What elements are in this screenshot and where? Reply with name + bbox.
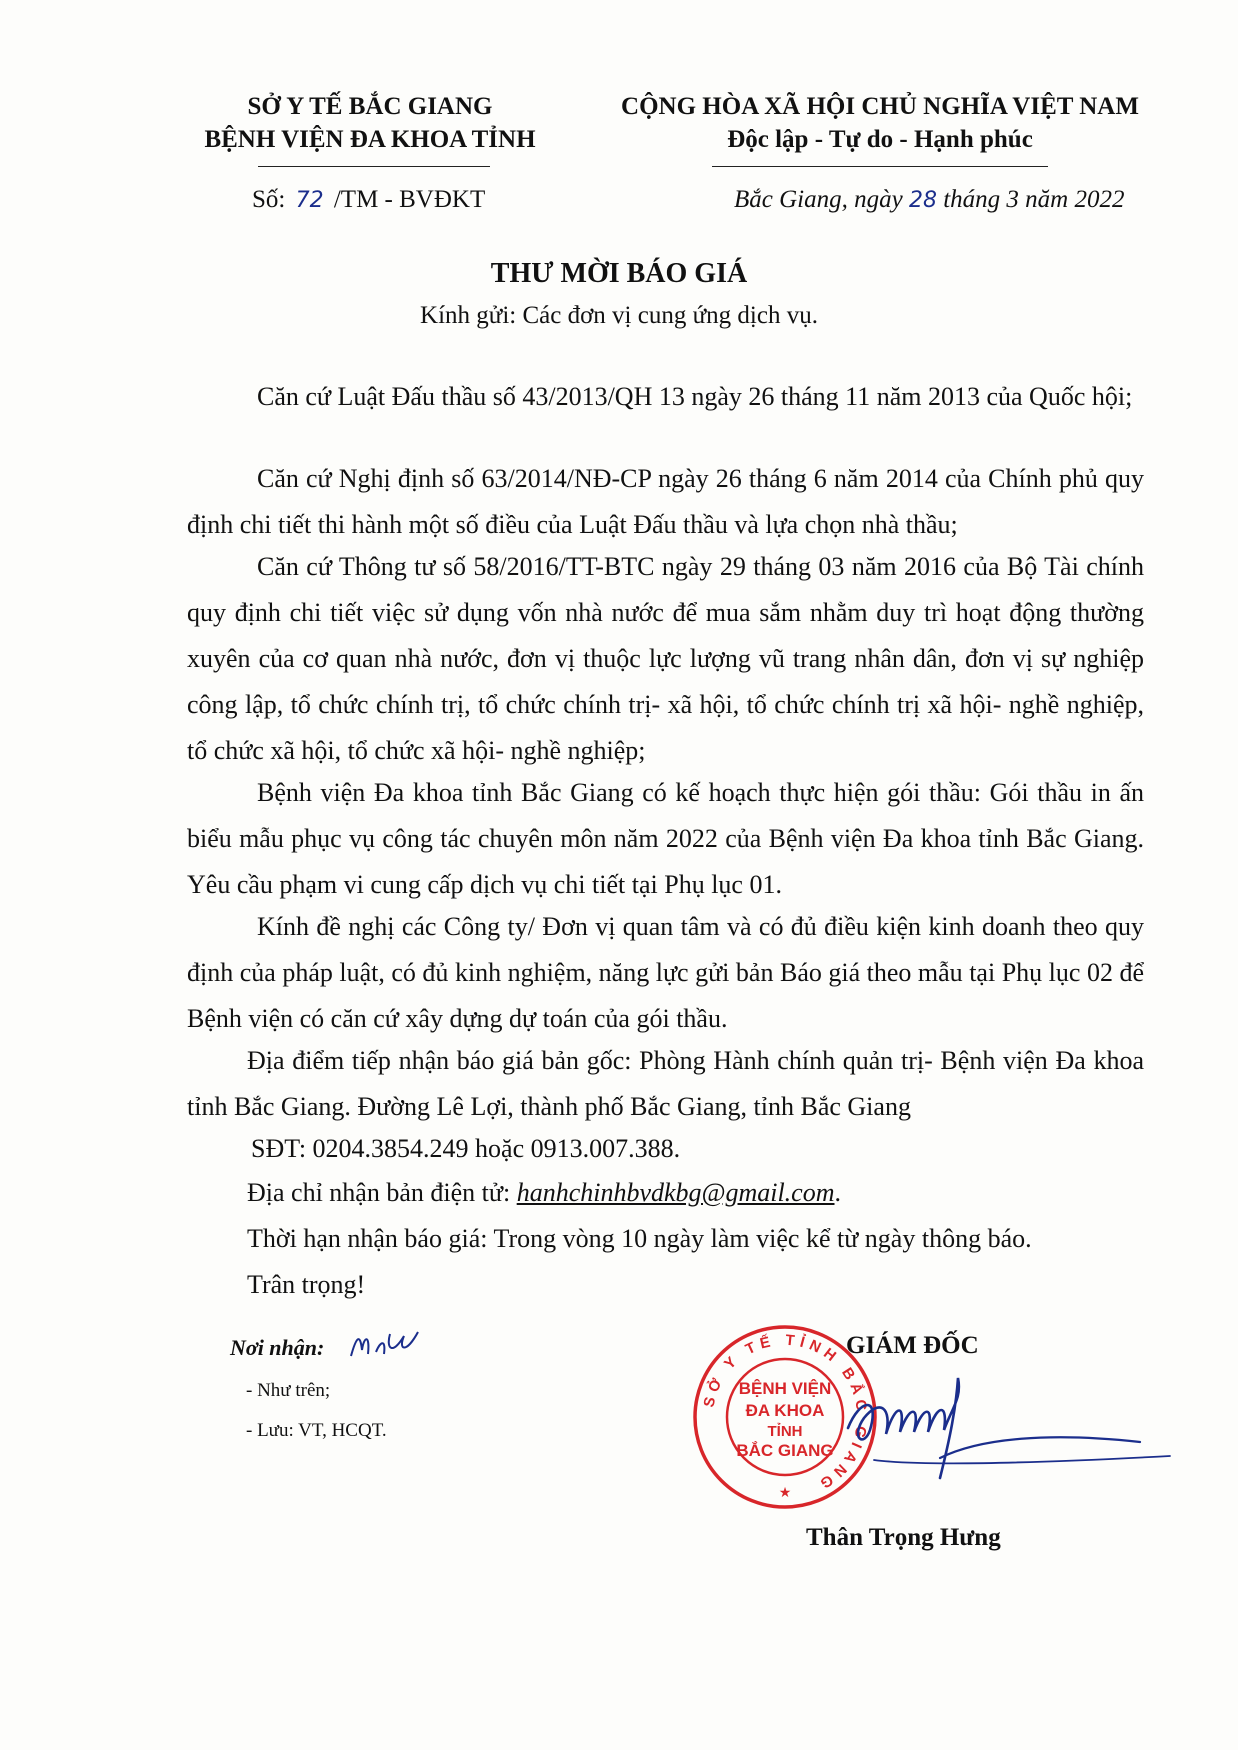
paragraph-plan: Bệnh viện Đa khoa tỉnh Bắc Giang có kế hoạch thực hiện gói thầu: Gói thầu in ấn biểu mẫu phục vụ công tác chuyên môn năm 2022 của Bệnh viện Đa khoa tỉnh Bắc Giang. Yêu cầu phạm vi cung cấp dịch vụ chi tiết tại Phụ lục 01. xyxy=(187,778,1144,899)
header-right-rule xyxy=(712,166,1048,167)
director-title: GIÁM ĐỐC xyxy=(846,1332,979,1359)
stamp-line: ĐA KHOA xyxy=(745,1401,825,1420)
agency-name: SỞ Y TẾ BẮC GIANG xyxy=(247,93,493,120)
recipient-item: - Như trên; xyxy=(246,1380,331,1401)
document-number xyxy=(252,186,485,214)
stamp-line: BỆNH VIỆN xyxy=(738,1379,832,1398)
initials-signature xyxy=(346,1328,426,1362)
email-line xyxy=(247,1170,841,1216)
recipient-item: - Lưu: VT, HCQT. xyxy=(246,1420,387,1441)
deadline-line: Thời hạn nhận báo giá: Trong vòng 10 ngày làm việc kể từ ngày thông báo. xyxy=(247,1224,1032,1253)
paragraph-circular: Căn cứ Thông tư số 58/2016/TT-BTC ngày 29 tháng 03 năm 2016 của Bộ Tài chính quy định chi tiết việc sử dụng vốn nhà nước để mua sắm nhằm duy trì hoạt động thường xuyên của cơ quan nhà nước, đơn vị thuộc lực lượng vũ trang nhân dân, đơn vị sự nghiệp công lập, tổ chức chính trị, tổ chức chính trị- xã hội, tổ chức chính trị xã hội- nghề nghiệp, tổ chức xã hội, tổ chức xã hội- nghề nghiệp; xyxy=(187,552,1144,765)
stamp-ring-text: SỞ Y TẾ TỈNH BẮC GIANG xyxy=(700,1331,871,1495)
director-signature xyxy=(840,1368,1180,1498)
number-prefix: Số: xyxy=(252,186,286,213)
phone-line: SĐT: 0204.3854.249 hoặc 0913.007.388. xyxy=(251,1134,681,1163)
motto: Độc lập - Tự do - Hạnh phúc xyxy=(727,126,1033,153)
paragraph-request: Kính đề nghị các Công ty/ Đơn vị quan tâm và có đủ điều kiện kinh doanh theo quy định của pháp luật, có đủ kinh nghiệm, năng lực gửi bản Báo giá theo mẫu tại Phụ lục 02 để Bệnh viện có căn cứ xây dựng dự toán của gói thầu. xyxy=(187,912,1144,1033)
hospital-name: BỆNH VIỆN ĐA KHOA TỈNH xyxy=(204,126,536,153)
director-name: Thân Trọng Hưng xyxy=(806,1524,1001,1551)
number-suffix: /TM - BVĐKT xyxy=(333,186,486,213)
email-period: . xyxy=(834,1178,841,1207)
stamp-star-icon: ★ xyxy=(778,1485,792,1501)
document-date xyxy=(734,186,1124,214)
country-name: CỘNG HÒA XÃ HỘI CHỦ NGHĨA VIỆT NAM xyxy=(621,93,1139,120)
date-day-handwritten: 28 xyxy=(908,188,937,213)
paragraph-address: Địa điểm tiếp nhận báo giá bản gốc: Phòng Hành chính quản trị- Bệnh viện Đa khoa tỉnh Bắc Giang. Đường Lê Lợi, thành phố Bắc Giang, tỉnh Bắc Giang xyxy=(187,1046,1144,1121)
number-handwritten: 72 xyxy=(295,188,324,213)
date-prefix: Bắc Giang, ngày xyxy=(734,186,903,213)
page-title: THƯ MỜI BÁO GIÁ xyxy=(490,258,748,289)
closing-line: Trân trọng! xyxy=(247,1270,366,1299)
paragraph-decree: Căn cứ Nghị định số 63/2014/NĐ-CP ngày 26 tháng 6 năm 2014 của Chính phủ quy định chi tiết thi hành một số điều của Luật Đấu thầu và lựa chọn nhà thầu; xyxy=(187,464,1144,539)
stamp-line: TỈNH xyxy=(767,1423,803,1440)
paragraph-law: Căn cứ Luật Đấu thầu số 43/2013/QH 13 ngày 26 tháng 11 năm 2013 của Quốc hội; xyxy=(257,382,1133,411)
recipients-label: Nơi nhận: xyxy=(230,1335,325,1360)
date-suffix: tháng 3 năm 2022 xyxy=(943,186,1125,213)
stamp-line: BẮC GIANG xyxy=(736,1441,834,1460)
email-label: Địa chỉ nhận bản điện tử: xyxy=(247,1178,511,1207)
email-link[interactable]: hanhchinhbvdkbg@gmail.com xyxy=(516,1178,835,1207)
header-left-rule xyxy=(258,166,490,167)
recipient-line: Kính gửi: Các đơn vị cung ứng dịch vụ. xyxy=(420,302,818,329)
